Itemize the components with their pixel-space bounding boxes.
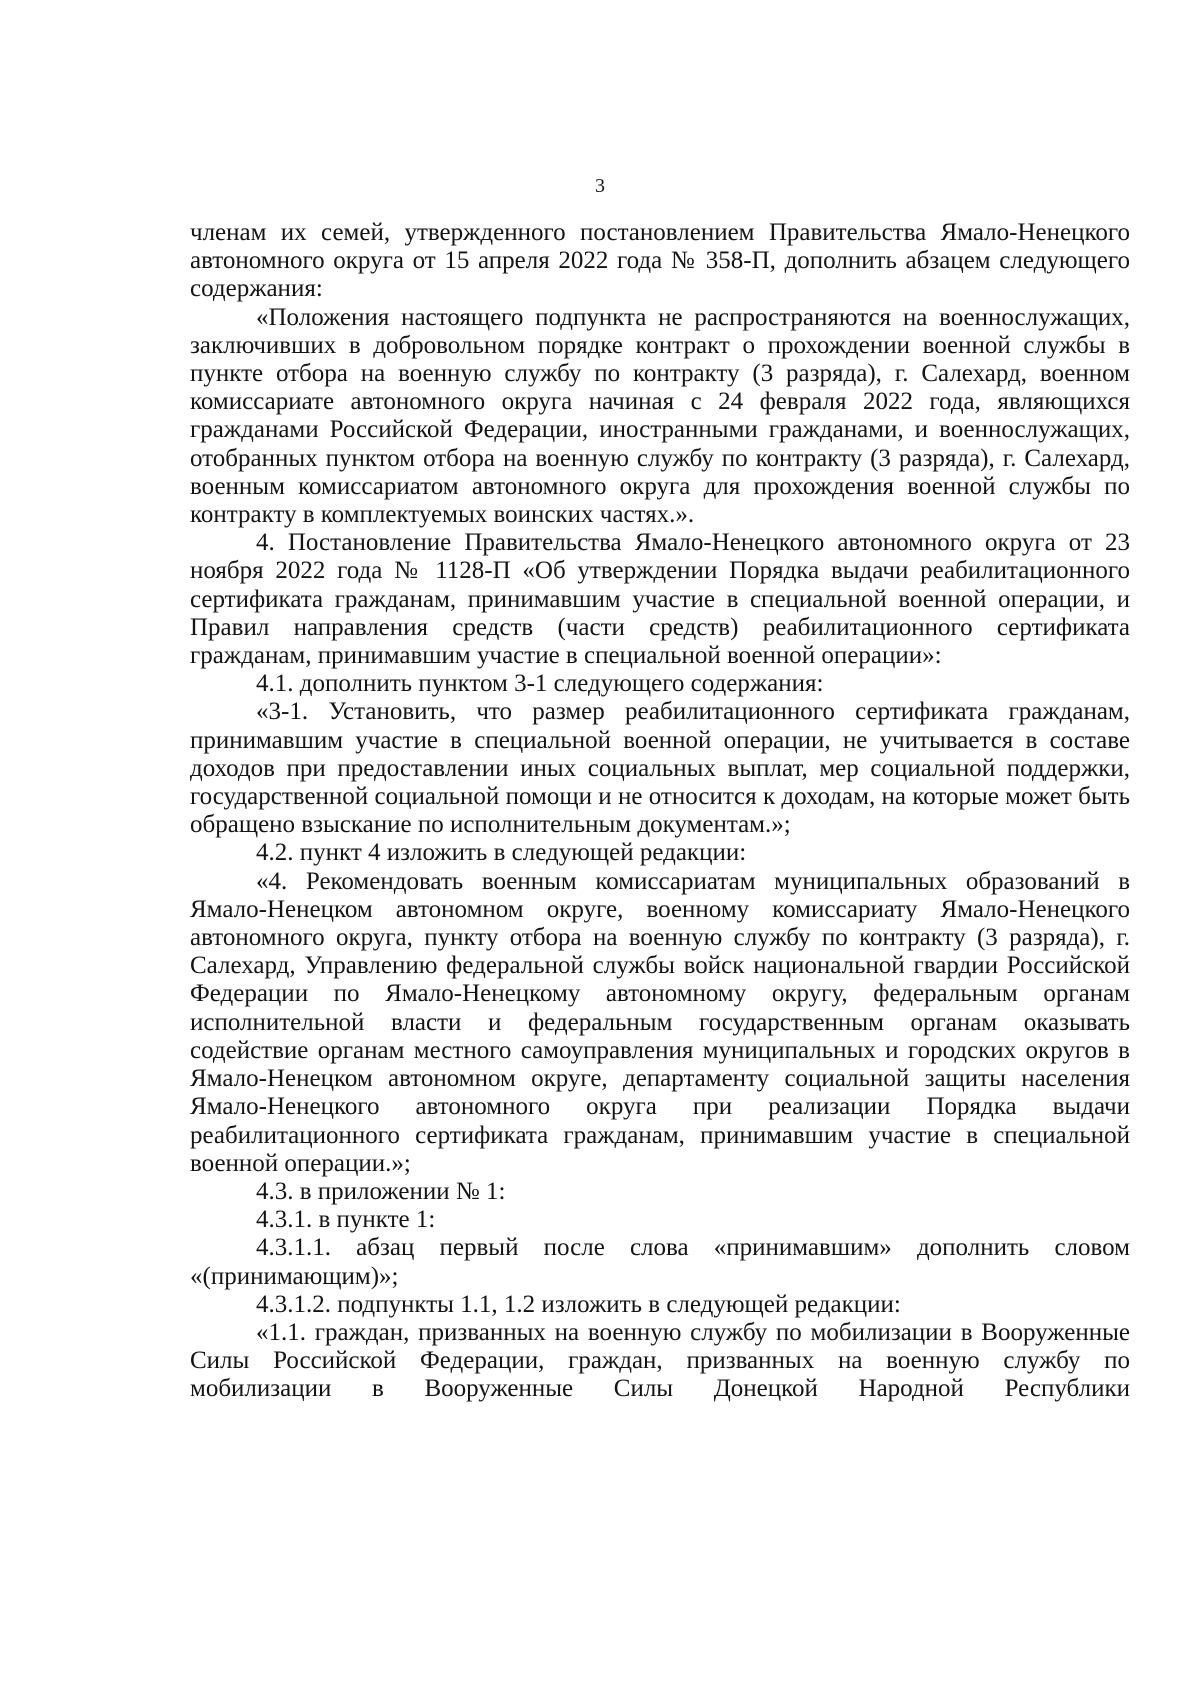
- paragraph-item-4-3-1-2: 4.3.1.2. подпункты 1.1, 1.2 изложить в следующей редакции:: [256, 1290, 901, 1318]
- paragraph-item-4: 4. Постановление Правительства Ямало-Ненецкого автономного округа от 23 ноября 2022 года № 1128-П «Об утверждении Порядка выдачи реабилитационного сертификата гражданам, принимавшим участие в специальной военной операции, и Правил направления средств (части средств) реабилитационного сертификата гражданам, принимавшим участие в специальной военной операции»:: [190, 529, 1130, 670]
- paragraph-quote-provisions: «Положения настоящего подпункта не распространяются на военнослужащих, заключивших в добровольном порядке контракт о прохождении военной службы в пункте отбора на военную службу по контракту (3 разряда), г. Салехард, военном комиссариате автономного округа начиная с 24 февраля 2022 года, являющихся гражданами Российской Федерации, иностранными гражданами, и военнослужащих, отобранных пунктом отбора на военную службу по контракту (3 разряда), г. Салехард, военным комиссариатом автономного округа для прохождения военной службы по контракту в комплектуемых воинских частях.».: [190, 303, 1130, 529]
- paragraph-item-4-1: 4.1. дополнить пунктом 3-1 следующего содержания:: [256, 670, 824, 698]
- document-body: [190, 219, 1130, 1404]
- page-number: 3: [595, 175, 605, 197]
- paragraph-item-4-3: 4.3. в приложении № 1:: [256, 1177, 506, 1205]
- paragraph-quote-4: «4. Рекомендовать военным комиссариатам муниципальных образований в Ямало-Ненецком автономном округе, военному комиссариату Ямало-Ненецкого автономного округа, пункту отбора на военную службу по контракту (3 разряда), г. Салехард, Управлению федеральной службы войск национальной гвардии Российской Федерации по Ямало-Ненецкому автономному округу, федеральным органам исполнительной власти и федеральным государственным органам оказывать содействие органам местного самоуправления муниципальных и городских округов в Ямало-Ненецком автономном округе, департаменту социальной защиты населения Ямало-Ненецкого автономного округа при реализации Порядка выдачи реабилитационного сертификата гражданам, принимавшим участие в специальной военной операции.»;: [190, 867, 1130, 1177]
- paragraph-item-4-3-1: 4.3.1. в пункте 1:: [256, 1206, 436, 1234]
- paragraph-quote-1-1: «1.1. граждан, призванных на военную службу по мобилизации в Вооруженные Силы Российской Федерации, граждан, призванных на военную службу по мобилизации в Вооруженные Силы Донецкой Народной Республики: [190, 1318, 1130, 1403]
- paragraph-item-4-2: 4.2. пункт 4 изложить в следующей редакции:: [256, 839, 747, 867]
- paragraph-quote-3-1: «3-1. Установить, что размер реабилитационного сертификата гражданам, принимавшим участие в специальной военной операции, не учитывается в составе доходов при предоставлении иных социальных выплат, мер социальной поддержки, государственной социальной помощи и не относится к доходам, на которые может быть обращено взыскание по исполнительным документам.»;: [190, 698, 1130, 839]
- paragraph-item-4-3-1-1: 4.3.1.1. абзац первый после слова «принимавшим» дополнить словом «(принимающим)»;: [190, 1234, 1130, 1290]
- paragraph-continuation: членам их семей, утвержденного постановлением Правительства Ямало-Ненецкого автономного округа от 15 апреля 2022 года № 358-П, дополнить абзацем следующего содержания:: [190, 219, 1130, 303]
